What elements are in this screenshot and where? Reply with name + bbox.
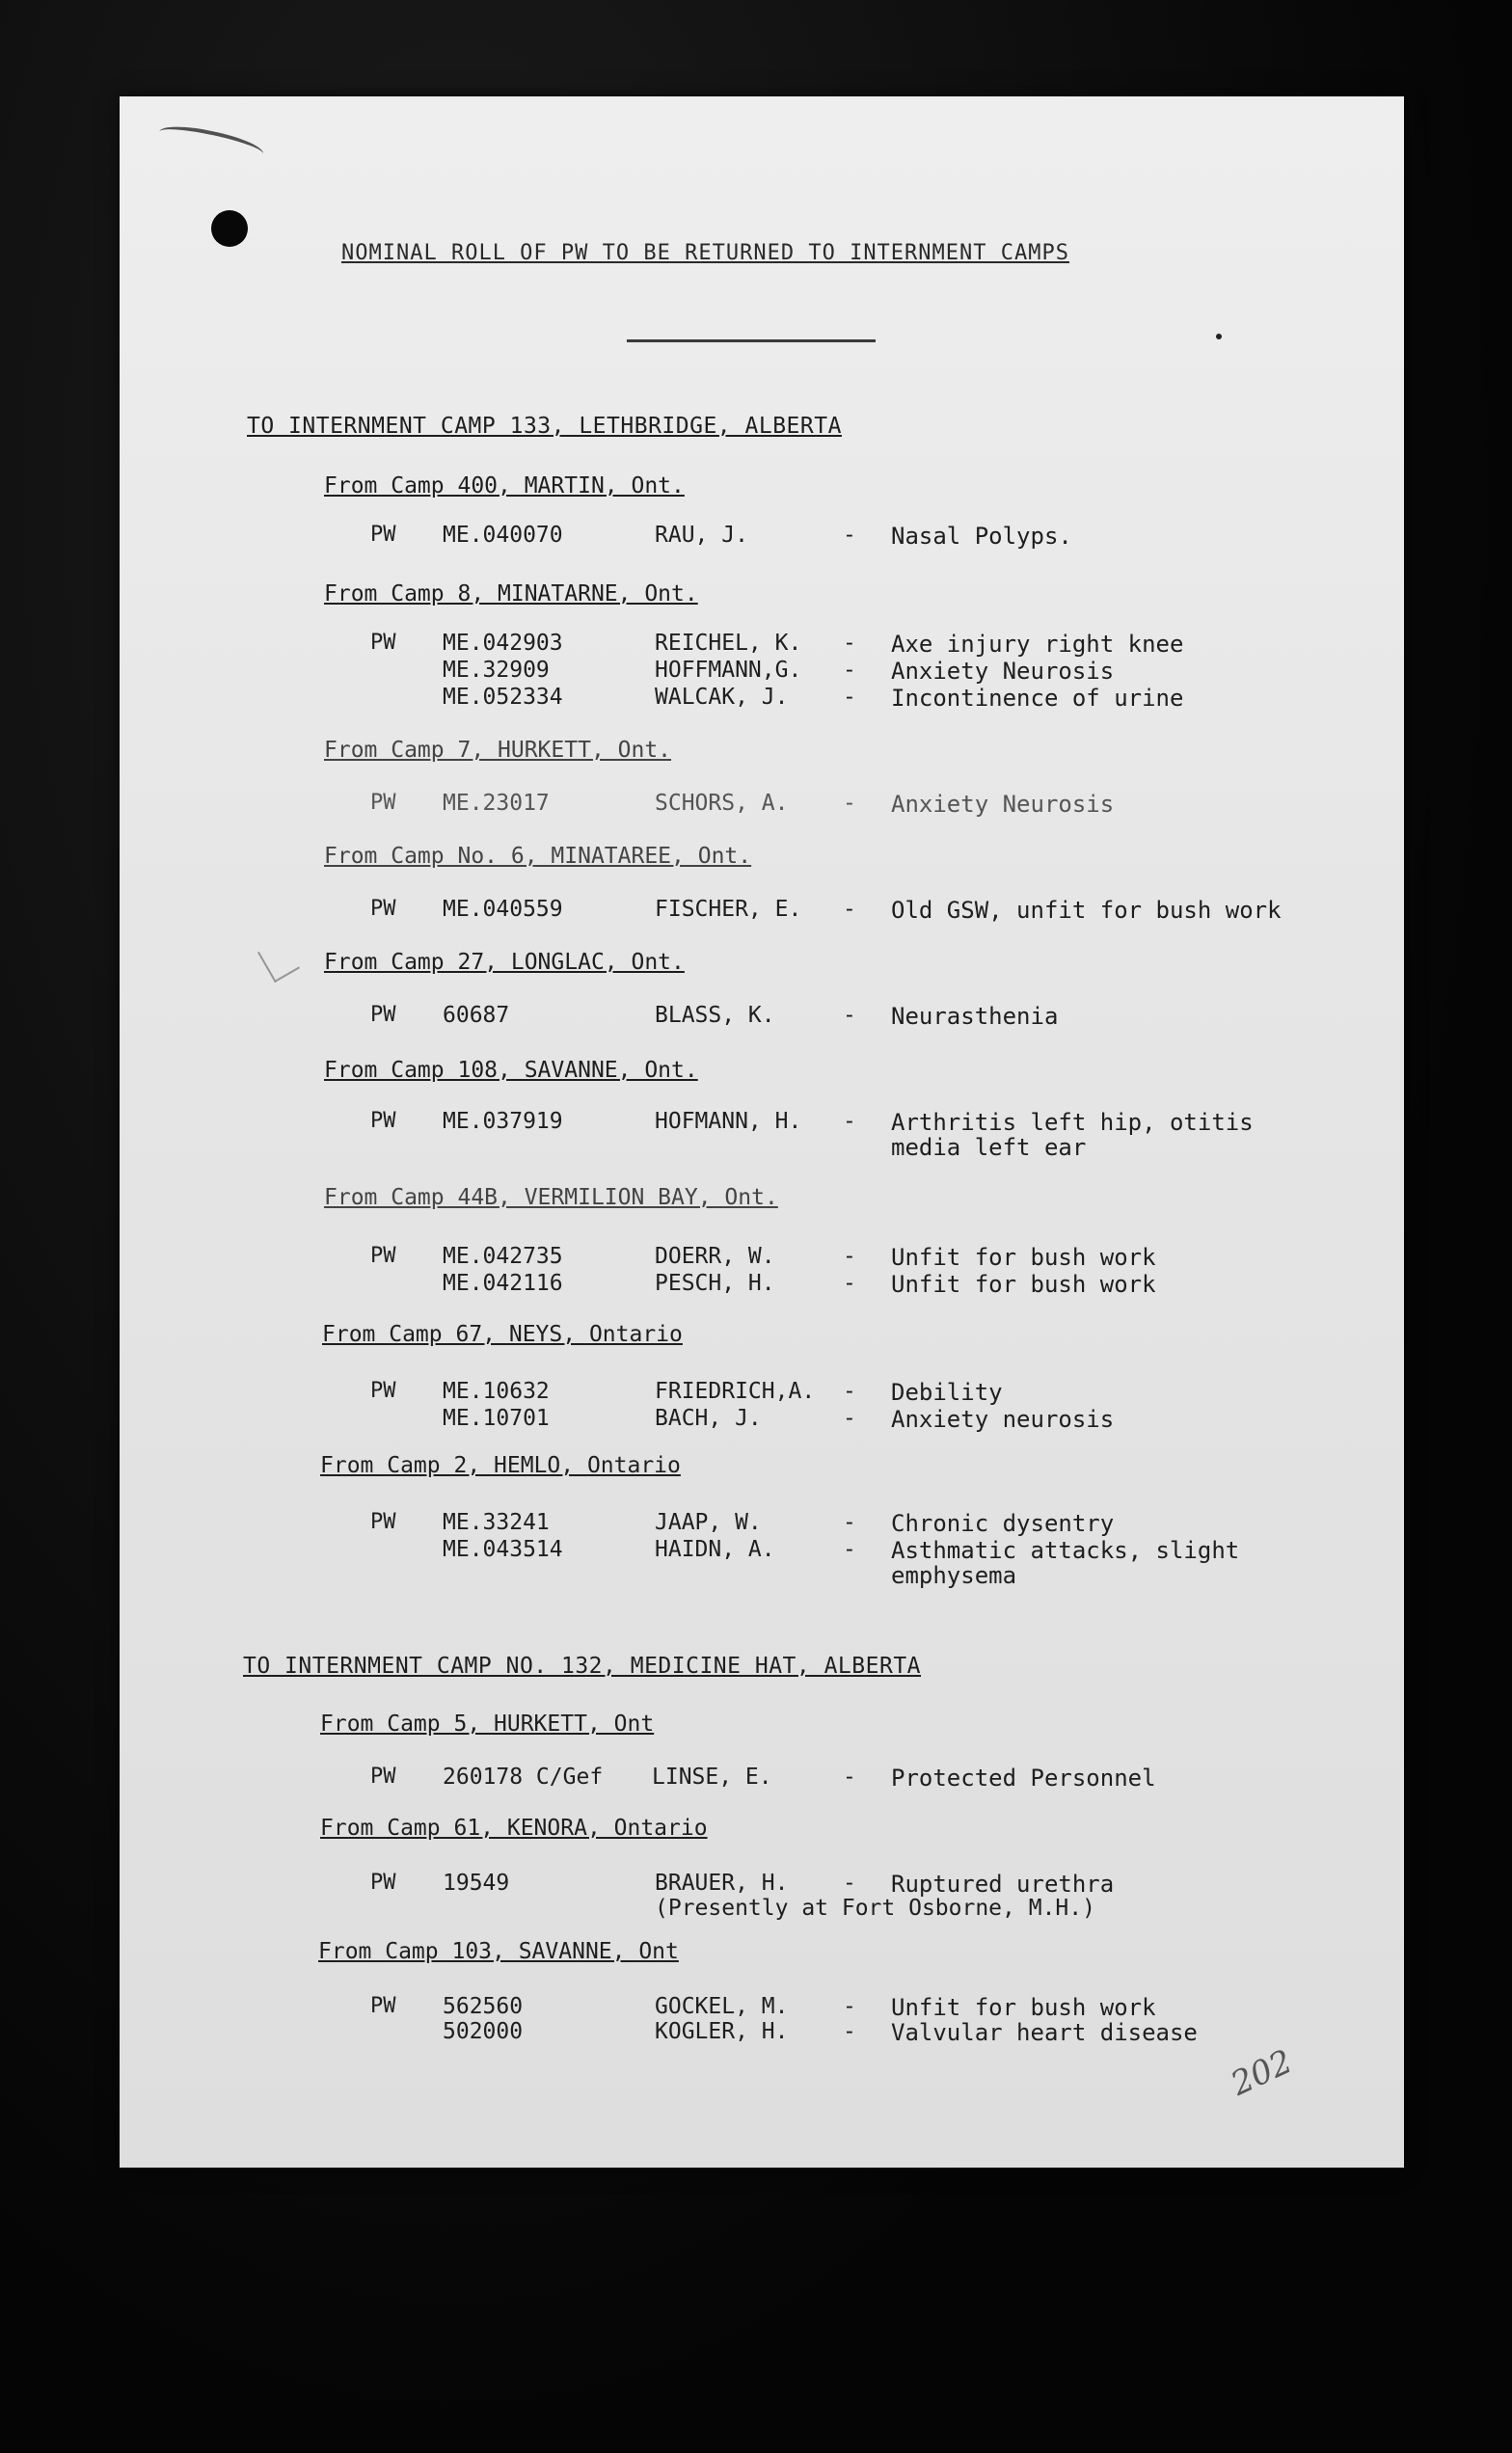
- pw-number: 19549: [443, 1871, 510, 1896]
- ink-dot: [1216, 334, 1222, 339]
- pw-name: WALCAK, J.: [655, 685, 789, 710]
- dash: -: [843, 658, 856, 683]
- dash: -: [843, 1510, 856, 1535]
- reason-continued: emphysema: [891, 1562, 1017, 1589]
- pw-label: PW: [370, 1510, 396, 1534]
- dash: -: [843, 2019, 856, 2044]
- roll-entry: [120, 1765, 1404, 1793]
- pw-name: FISCHER, E.: [655, 897, 802, 922]
- pw-name: KOGLER, H.: [655, 2019, 789, 2044]
- pw-label: PW: [370, 1871, 396, 1895]
- pw-number: ME.042116: [443, 1271, 563, 1296]
- pw-number: ME.10632: [443, 1379, 550, 1404]
- camp-heading: From Camp 67, NEYS, Ontario: [322, 1322, 683, 1347]
- pw-number: 60687: [443, 1003, 510, 1028]
- pw-number: 502000: [443, 2019, 524, 2044]
- camp-heading: From Camp 27, LONGLAC, Ont.: [324, 950, 685, 975]
- roll-entry: [120, 1871, 1404, 1928]
- pw-label: PW: [370, 1244, 396, 1268]
- pw-label: PW: [370, 1994, 396, 2018]
- roll-entry: [120, 1109, 1404, 1167]
- dash: -: [843, 1765, 856, 1790]
- reason: Unfit for bush work: [891, 1244, 1156, 1271]
- reason: Unfit for bush work: [891, 1271, 1156, 1298]
- camp-heading: From Camp 8, MINATARNE, Ont.: [324, 581, 698, 607]
- camp-heading: From Camp 7, HURKETT, Ont.: [324, 738, 672, 763]
- pw-number: ME.32909: [443, 658, 550, 683]
- pw-name: HOFFMANN,G.: [655, 658, 802, 683]
- roll-entry: [120, 1003, 1404, 1032]
- section-heading: TO INTERNMENT CAMP 133, LETHBRIDGE, ALBERTA: [247, 414, 842, 439]
- camp-heading: From Camp 103, SAVANNE, Ont: [318, 1939, 679, 1964]
- camp-heading: From Camp 2, HEMLO, Ontario: [320, 1453, 681, 1478]
- check-mark: [257, 938, 300, 983]
- dash: -: [843, 1109, 856, 1134]
- camp-heading: From Camp 44B, VERMILION BAY, Ont.: [324, 1185, 778, 1210]
- dash: -: [843, 1379, 856, 1404]
- reason: Anxiety Neurosis: [891, 791, 1115, 818]
- dash: -: [843, 523, 856, 548]
- pw-label: PW: [370, 631, 396, 655]
- pw-name: SCHORS, A.: [655, 791, 789, 816]
- punch-hole: [211, 210, 248, 247]
- pw-name: RAU, J.: [655, 523, 748, 548]
- pw-name: HOFMANN, H.: [655, 1109, 802, 1134]
- pw-label: PW: [370, 1765, 396, 1789]
- camp-heading: From Camp 5, HURKETT, Ont: [320, 1712, 655, 1737]
- reason: Anxiety neurosis: [891, 1406, 1115, 1433]
- roll-entry: [120, 1537, 1404, 1595]
- pw-number: ME.043514: [443, 1537, 563, 1562]
- pw-label: PW: [370, 791, 396, 815]
- roll-entry: [120, 1379, 1404, 1408]
- pw-label: PW: [370, 897, 396, 921]
- dash: -: [843, 1003, 856, 1028]
- dash: -: [843, 791, 856, 816]
- pw-number: ME.10701: [443, 1406, 550, 1431]
- pw-number: ME.23017: [443, 791, 550, 816]
- pw-label: PW: [370, 1109, 396, 1133]
- dash: -: [843, 631, 856, 656]
- roll-entry: [120, 897, 1404, 926]
- dash: -: [843, 1271, 856, 1296]
- pw-name: BLASS, K.: [655, 1003, 775, 1028]
- camp-heading: From Camp 400, MARTIN, Ont.: [324, 473, 685, 499]
- roll-entry: [120, 1271, 1404, 1300]
- reason: Axe injury right knee: [891, 631, 1184, 658]
- dash: -: [843, 1537, 856, 1562]
- roll-entry: [120, 1406, 1404, 1435]
- reason: Asthmatic attacks, slight: [891, 1537, 1240, 1564]
- pw-label: PW: [370, 1379, 396, 1403]
- pw-number: ME.042903: [443, 631, 563, 656]
- pw-label: PW: [370, 1003, 396, 1027]
- reason: Neurasthenia: [891, 1003, 1059, 1030]
- reason: Ruptured urethra: [891, 1871, 1115, 1898]
- roll-entry: [120, 685, 1404, 714]
- pw-name: PESCH, H.: [655, 1271, 775, 1296]
- reason: Valvular heart disease: [891, 2019, 1198, 2046]
- pw-name: JAAP, W.: [655, 1510, 762, 1535]
- reason: Unfit for bush work: [891, 1994, 1156, 2021]
- pw-number: ME.040070: [443, 523, 563, 548]
- camp-heading: From Camp 61, KENORA, Ontario: [320, 1816, 708, 1841]
- pw-number: 260178 C/Gef: [443, 1765, 604, 1790]
- reason: Nasal Polyps.: [891, 523, 1072, 550]
- dash: -: [843, 1994, 856, 2019]
- reason: Incontinence of urine: [891, 685, 1184, 712]
- reason: Debility: [891, 1379, 1003, 1406]
- pw-name: GOCKEL, M.: [655, 1994, 789, 2019]
- handwritten-folio-number: 202: [1225, 2042, 1299, 2104]
- dash: -: [843, 1406, 856, 1431]
- reason-continued: media left ear: [891, 1134, 1087, 1161]
- reason: Anxiety Neurosis: [891, 658, 1115, 685]
- roll-entry: [120, 2019, 1404, 2048]
- pw-name: FRIEDRICH,A.: [655, 1379, 816, 1404]
- document-title: NOMINAL ROLL OF PW TO BE RETURNED TO INTERNMENT CAMPS: [341, 241, 1069, 265]
- section-heading: TO INTERNMENT CAMP NO. 132, MEDICINE HAT, ALBERTA: [243, 1654, 922, 1679]
- dash: -: [843, 1244, 856, 1269]
- pw-number: ME.052334: [443, 685, 563, 710]
- camp-heading: From Camp No. 6, MINATAREE, Ont.: [324, 844, 752, 869]
- pw-number: ME.042735: [443, 1244, 563, 1269]
- dash: -: [843, 1871, 856, 1896]
- roll-entry: [120, 1510, 1404, 1539]
- roll-entry: [120, 1244, 1404, 1273]
- roll-entry: [120, 631, 1404, 660]
- pw-name: REICHEL, K.: [655, 631, 802, 656]
- roll-entry: [120, 523, 1404, 552]
- roll-entry: [120, 791, 1404, 820]
- reason: Protected Personnel: [891, 1765, 1156, 1792]
- reason: Old GSW, unfit for bush work: [891, 897, 1282, 924]
- pw-name: HAIDN, A.: [655, 1537, 775, 1562]
- pw-name: BACH, J.: [655, 1406, 762, 1431]
- pw-name: LINSE, E.: [652, 1765, 772, 1790]
- document-page: [120, 96, 1404, 2168]
- pw-number: ME.33241: [443, 1510, 550, 1535]
- reason: Chronic dysentry: [891, 1510, 1115, 1537]
- pw-name: BRAUER, H.: [655, 1871, 789, 1896]
- title-underline-rule: [627, 339, 876, 342]
- dash: -: [843, 685, 856, 710]
- location-note: (Presently at Fort Osborne, M.H.): [655, 1896, 1095, 1921]
- dash: -: [843, 897, 856, 922]
- reason: Arthritis left hip, otitis: [891, 1109, 1254, 1136]
- camp-heading: From Camp 108, SAVANNE, Ont.: [324, 1058, 698, 1083]
- ink-smudge: [157, 121, 266, 165]
- pw-number: 562560: [443, 1994, 524, 2019]
- roll-entry: [120, 658, 1404, 687]
- pw-number: ME.040559: [443, 897, 563, 922]
- pw-label: PW: [370, 523, 396, 547]
- pw-name: DOERR, W.: [655, 1244, 775, 1269]
- pw-number: ME.037919: [443, 1109, 563, 1134]
